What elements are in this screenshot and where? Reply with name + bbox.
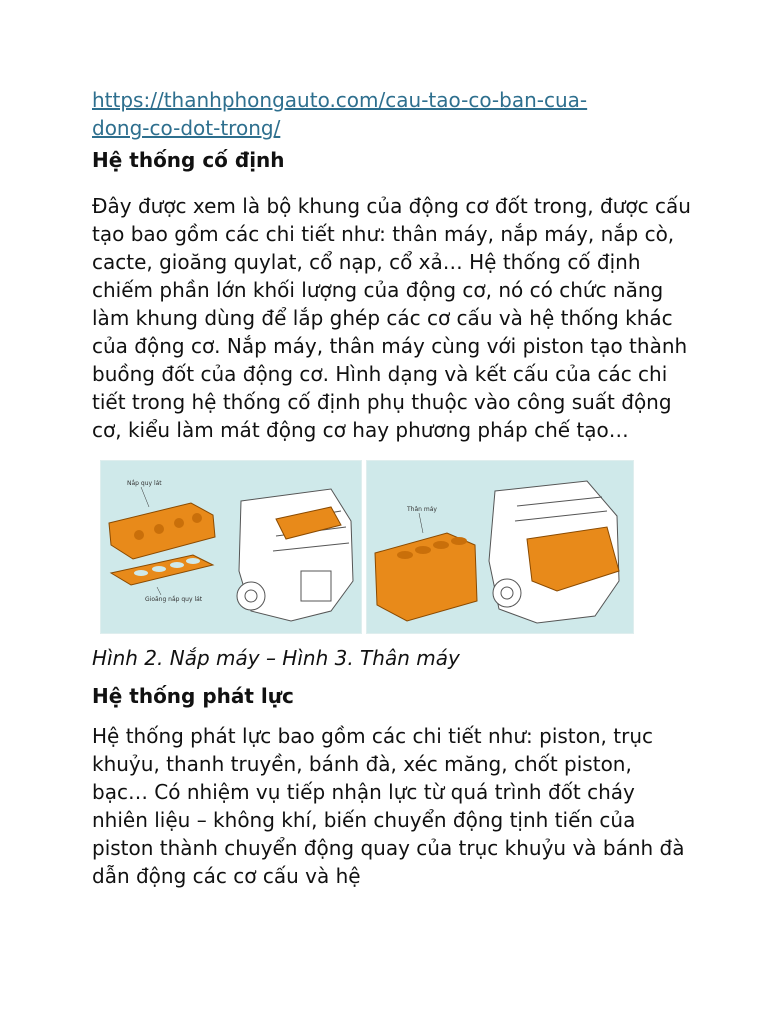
cylinder-head-part (109, 503, 215, 559)
section-heading-phat-luc: Hệ thống phát lực (92, 684, 294, 708)
section-paragraph-co-dinh: Đây được xem là bộ khung của động cơ đốt trong, được cấu tạo bao gồm các chi tiết như: thân máy, nắp máy, nắp cò, cacte, gioăng quylat, cổ nạp, cổ xả… Hệ thống cố định chiếm phần lớn khối lượng của động cơ, nó có chức năng làm khung dùng để lắp ghép các cơ cấu và hệ thống khác của động cơ. Nắp máy, thân máy cùng với piston tạo thành buồng đốt của động cơ. Hình dạng và kết cấu của các chi tiết trong hệ thống cố định phụ thuộc vào công suất động cơ, kiểu làm mát động cơ hay phương pháp chế tạo… (92, 194, 691, 442)
cylinder-head-illustration (101, 461, 363, 635)
source-link[interactable] (92, 86, 652, 142)
head-gasket-part (111, 555, 213, 585)
label-engine-block: Thân máy (407, 506, 437, 513)
engine-outline-left (237, 489, 353, 621)
engine-figure (100, 460, 640, 634)
engine-block-illustration (367, 461, 635, 635)
figure-panel-engine-block (366, 460, 634, 634)
source-link-line1[interactable]: https://thanhphongauto.com/cau-tao-co-ban-cua- (92, 88, 588, 112)
section-paragraph-phat-luc: Hệ thống phát lực bao gồm các chi tiết như: piston, trục khuỷu, thanh truyền, bánh đà, xéc măng, chốt piston, bạc… Có nhiệm vụ tiếp nhận lực từ quá trình đốt cháy nhiên liệu – không khí, biến chuyển động tịnh tiến của piston thành chuyển động quay của trục khuỷu và bánh đà dẫn động các cơ cấu và hệ (92, 724, 685, 888)
source-link-line2[interactable]: dong-co-dot-trong/ (92, 116, 281, 140)
label-head-gasket: Gioăng nắp quy lát (145, 596, 203, 603)
label-cylinder-head: Nắp quy lát (127, 480, 162, 487)
section-heading-co-dinh: Hệ thống cố định (92, 148, 285, 172)
engine-block-part (375, 533, 477, 621)
document-page (92, 86, 692, 890)
figure-panel-cylinder-head (100, 460, 362, 634)
figure-caption: Hình 2. Nắp máy – Hình 3. Thân máy (92, 646, 460, 670)
